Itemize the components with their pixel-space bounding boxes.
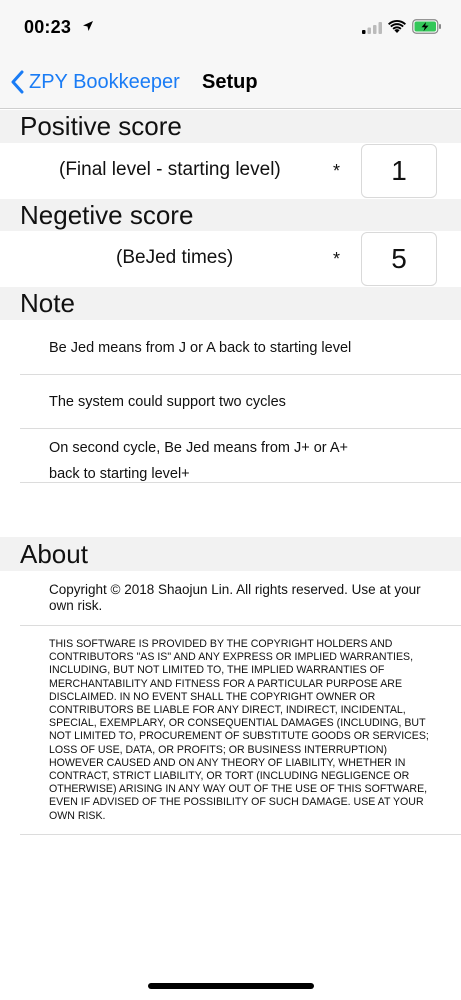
note-item-text: Be Jed means from J or A back to starting level <box>49 340 352 356</box>
note-item-text: back to starting level+ <box>49 466 190 482</box>
note-header <box>0 287 461 320</box>
positive-score-input[interactable] <box>361 144 437 198</box>
license-text: THIS SOFTWARE IS PROVIDED BY THE COPYRIGHT HOLDERS AND CONTRIBUTORS "AS IS" AND ANY EXPRESS OR IMPLIED WARRANTIES, INCLUDING, BUT NOT LIMITED TO, THE IMPLIED WARRANTIES OF MERCHANTABILITY AND FITNESS FOR A PARTICULAR PURPOSE ARE DISCLAIMED. IN NO EVENT SHALL THE COPYRIGHT OWNER OR CONTRIBUTORS BE LIABLE FOR ANY DIRECT, INDIRECT, INCIDENTAL, SPECIAL, EXEMPLARY, OR CONSEQUENTIAL DAMAGES (INCLUDING, BUT NOT LIMITED TO, PROCUREMENT OF SUBSTITUTE GOODS OR SERVICES; LOSS OF USE, DATA, OR PROFITS; OR BUSINESS INTERRUPTION) HOWEVER CAUSED AND ON ANY THEORY OF LIABILITY, WHETHER IN CONTRACT, STRICT LIABILITY, OR TORT (INCLUDING NEGLIGENCE OR OTHERWISE) ARISING IN ANY WAY OUT OF THE USE OF THIS SOFTWARE, EVEN IF ADVISED OF THE POSSIBILITY OF SUCH DAMAGE. USE AT YOUR OWN RISK. <box>49 638 429 822</box>
back-button[interactable] <box>10 67 180 97</box>
status-time: 00:23 <box>24 17 72 37</box>
note-item <box>0 375 461 429</box>
page-title: Setup <box>202 71 258 93</box>
about-header <box>0 537 461 571</box>
negative-score-row <box>0 231 461 287</box>
copyright-text: Copyright © 2018 Shaojun Lin. All rights reserved. Use at your own risk. <box>49 582 421 613</box>
status-bar <box>0 0 461 56</box>
positive-score-title: Positive score <box>20 111 182 141</box>
positive-score-row <box>0 143 461 199</box>
negative-score-formula: (BeJed times) <box>116 247 234 268</box>
divider <box>20 482 461 483</box>
divider <box>20 834 461 835</box>
back-button-label: ZPY Bookkeeper <box>29 70 180 93</box>
negative-score-title: Negetive score <box>20 200 194 230</box>
about-title: About <box>20 539 88 569</box>
positive-score-formula: (Final level - starting level) <box>59 159 281 180</box>
note-item <box>0 320 461 375</box>
navigation-bar <box>0 56 461 109</box>
negative-multiplier: * <box>333 249 341 269</box>
negative-score-input[interactable] <box>361 232 437 286</box>
chevron-left-icon <box>10 70 24 94</box>
cellular-signal-icon <box>362 22 382 34</box>
wifi-icon <box>388 19 406 34</box>
battery-charging-icon <box>412 19 442 34</box>
note-item-text: On second cycle, Be Jed means from J+ or A+ <box>49 440 349 456</box>
negative-score-header <box>0 199 461 231</box>
positive-multiplier: * <box>333 161 341 181</box>
location-arrow-icon <box>82 20 94 32</box>
note-item-text: The system could support two cycles <box>49 394 286 410</box>
note-item <box>0 429 461 483</box>
note-title: Note <box>20 288 75 318</box>
positive-score-header <box>0 110 461 143</box>
divider <box>20 625 461 626</box>
home-indicator[interactable] <box>148 983 314 989</box>
